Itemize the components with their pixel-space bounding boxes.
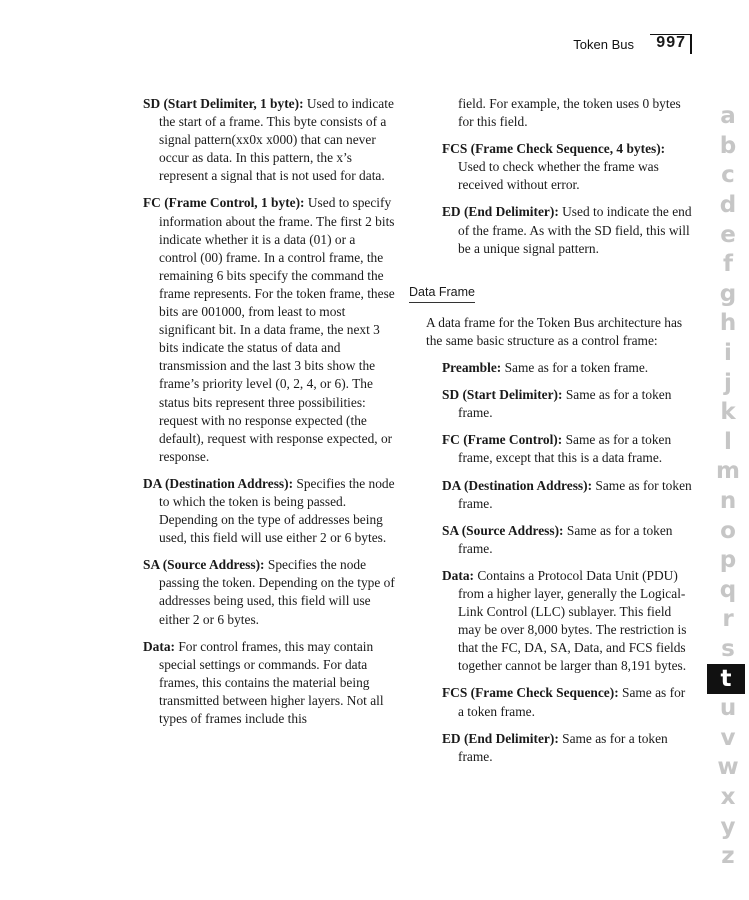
thumb-tab: a xyxy=(720,103,736,130)
definition-entry xyxy=(442,567,692,676)
section-heading: Data Frame xyxy=(409,283,475,303)
thumb-tab: s xyxy=(721,635,735,662)
definition-entry xyxy=(442,386,692,422)
definition-term: FC (Frame Control, 1 byte): xyxy=(143,195,305,211)
thumb-tab: o xyxy=(720,517,736,544)
thumb-tab: d xyxy=(719,192,737,219)
definition-entry xyxy=(442,477,692,513)
definition-text: Specifies the node passing the token. Depending on the type of addresses being used, this field will use either 2 or 6 bytes. xyxy=(159,557,395,627)
definition-text: Same as for a token frame. xyxy=(458,685,686,719)
definition-text: For control frames, this may contain special settings or commands. For data frames, this contains the material being transmitted between higher layers. Not all types of frames include this xyxy=(159,638,384,726)
definition-term: SD (Start Delimiter): xyxy=(442,387,563,403)
definition-text: Same as for a token frame. xyxy=(501,360,649,376)
definition-text: Same as for token frame. xyxy=(458,477,692,511)
alphabet-thumb-index xyxy=(713,102,743,871)
left-column xyxy=(143,95,395,737)
thumb-tab: u xyxy=(719,695,737,722)
definition-term: Data: xyxy=(143,638,175,654)
thumb-tab: h xyxy=(719,310,737,337)
running-header xyxy=(540,34,692,54)
thumb-tab: r xyxy=(722,606,734,633)
thumb-tab: n xyxy=(719,488,737,515)
definition-text: Used to indicate the start of a frame. This byte consists of a signal pattern(xx0x x000) that can never occur as data. In this pattern, the x’s represent a signal that is not used for data. xyxy=(159,96,394,184)
definition-entry xyxy=(143,556,395,628)
definition-text: Specifies the node to which the token is being passed. Depending on the type of addresses being used, this field will use either 2 or 6 bytes. xyxy=(159,475,395,546)
thumb-tab: y xyxy=(720,813,736,840)
definition-text: Contains a Protocol Data Unit (PDU) from a higher layer, generally the Logical-Link Control (LLC) sublayer. This field may be over 8,000 bytes. The restriction is that the FC, DA, SA, Data, and FCS fields together cannot be larger than 8,191 bytes. xyxy=(458,567,687,674)
definition-entry xyxy=(143,95,395,185)
definition-term: Preamble: xyxy=(442,360,502,376)
definition-text: Used to indicate the end of the frame. As with the SD field, this will be a unique signal pattern. xyxy=(458,204,692,256)
definition-text: Used to check whether the frame was received without error. xyxy=(458,159,659,193)
definition-entry xyxy=(442,140,692,194)
definition-entry xyxy=(442,203,692,257)
definition-term: SA (Source Address): xyxy=(442,522,564,538)
thumb-tab: g xyxy=(719,280,737,307)
definition-entry xyxy=(143,638,395,728)
continued-text: field. For example, the token uses 0 bytes for this field. xyxy=(458,96,681,130)
thumb-tab: e xyxy=(720,221,736,248)
definition-term: ED (End Delimiter): xyxy=(442,204,559,220)
definition-term: ED (End Delimiter): xyxy=(442,730,559,746)
thumb-tab: w xyxy=(717,754,739,781)
thumb-tab: z xyxy=(721,843,735,870)
thumb-tab: f xyxy=(722,251,733,278)
right-column xyxy=(409,95,692,775)
thumb-tab: b xyxy=(719,132,737,159)
thumb-tab: p xyxy=(719,547,737,574)
thumb-tab: m xyxy=(716,458,740,485)
thumb-tab: c xyxy=(721,162,735,189)
thumb-tab: k xyxy=(720,399,736,426)
thumb-tab: l xyxy=(724,428,732,455)
definition-text: Same as for a token frame. xyxy=(458,387,672,421)
header-rule xyxy=(650,34,692,35)
running-header-title: Token Bus xyxy=(573,37,634,52)
definition-entry xyxy=(143,475,395,547)
section-intro: A data frame for the Token Bus architecture has the same basic structure as a control frame: xyxy=(426,314,683,348)
definition-entry xyxy=(442,522,692,558)
definition-text: Same as for a token frame. xyxy=(458,730,668,764)
definition-term: Data: xyxy=(442,567,474,583)
thumb-tab: x xyxy=(720,783,736,810)
header-rule-vertical xyxy=(690,34,692,54)
definition-text: Same as for a token frame, except that this is a data frame. xyxy=(458,432,672,466)
definition-text: Same as for a token frame. xyxy=(458,522,673,556)
definition-term: FCS (Frame Check Sequence, 4 bytes): xyxy=(442,141,666,157)
definition-entry xyxy=(442,431,692,467)
thumb-tab: q xyxy=(719,576,737,603)
definition-entry xyxy=(442,684,692,720)
definition-term: DA (Destination Address): xyxy=(143,475,294,491)
definition-text: Used to specify information about the frame. The first 2 bits indicate whether it is a data (01) or a control (00) frame. In a control frame, the remaining 6 bits specify the command the frame represents. For the token frame, these bits are 001000, from least to most significant bit. In a data frame, the next 3 bits indicate the status of data and transmission and the last 3 bits show the frame’s priority level (0, 2, 4, or 6). The status bits represent three possibilities: request with no response expected (the default), request with response expected, or response. xyxy=(159,195,395,464)
thumb-tab: i xyxy=(724,340,732,367)
thumb-tab: j xyxy=(724,369,732,396)
definition-term: FC (Frame Control): xyxy=(442,432,563,448)
thumb-tab-active: t xyxy=(707,664,745,694)
definition-term: SD (Start Delimiter, 1 byte): xyxy=(143,96,304,111)
definition-entry xyxy=(442,359,692,377)
page-number: 997 xyxy=(656,34,686,51)
definition-term: DA (Destination Address): xyxy=(442,477,593,493)
thumb-tab: v xyxy=(720,724,736,751)
definition-entry xyxy=(143,194,395,465)
definition-entry xyxy=(442,730,692,766)
definition-term: SA (Source Address): xyxy=(143,557,265,573)
definition-term: FCS (Frame Check Sequence): xyxy=(442,685,619,701)
